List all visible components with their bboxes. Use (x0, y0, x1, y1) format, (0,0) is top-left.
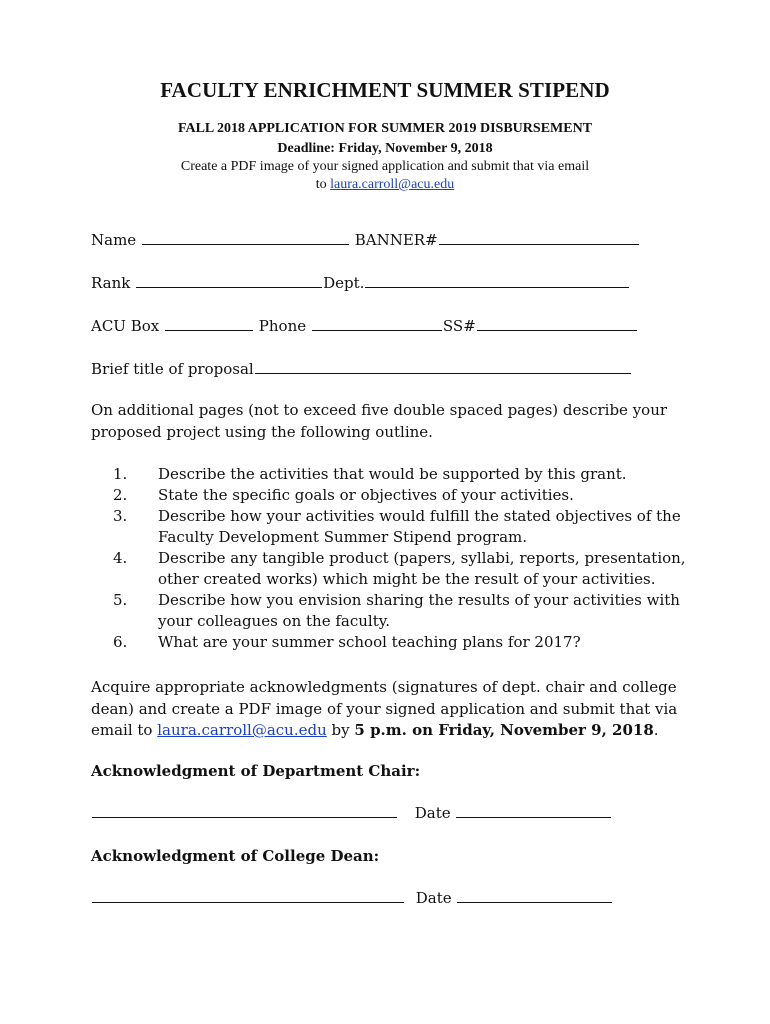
banner-label: BANNER# (354, 231, 438, 249)
closing-by: by (331, 721, 350, 739)
dean-signature-field[interactable] (92, 889, 404, 903)
outline-intro: On additional pages (not to exceed five double spaced pages) describe your proposed project using the following outline. (91, 401, 668, 441)
list-item: 3. Describe how your activities would fulfill the stated objectives of the Faculty Development Summer Stipend program. (113, 507, 681, 546)
closing-period: . (653, 721, 659, 739)
acu-box-field[interactable] (165, 317, 253, 331)
dean-date-label: Date (415, 889, 452, 907)
dept-field[interactable] (365, 274, 629, 288)
ack-dean-heading: Acknowledgment of College Dean: (91, 847, 380, 865)
closing-deadline: 5 p.m. on Friday, November 9, 2018 (354, 721, 654, 739)
outline-list (91, 464, 691, 653)
deadline-heading: Deadline: Friday, November 9, 2018 (277, 141, 493, 156)
dean-date-field[interactable] (457, 889, 612, 903)
banner-field[interactable] (439, 231, 639, 245)
rank-field[interactable] (136, 274, 322, 288)
rank-dept-row (91, 274, 691, 292)
chair-signature-field[interactable] (92, 804, 397, 818)
ack-chair-heading: Acknowledgment of Department Chair: (91, 762, 421, 780)
chair-signature-row (91, 804, 612, 822)
form-title: FACULTY ENRICHMENT SUMMER STIPEND (160, 78, 610, 102)
closing-text: Acquire appropriate acknowledgments (signatures of dept. chair and college dean) and create a PDF image of your signed application and submit that via email to (91, 678, 678, 739)
header-email-link[interactable]: laura.carroll@acu.edu (330, 177, 455, 192)
brief-title-field[interactable] (255, 360, 631, 374)
chair-date-field[interactable] (456, 804, 611, 818)
submission-instruction: Create a PDF image of your signed application and submit that via email (180, 159, 590, 174)
phone-label: Phone (258, 317, 307, 335)
application-period: FALL 2018 APPLICATION FOR SUMMER 2019 DISBURSEMENT (177, 121, 593, 136)
acu-box-label: ACU Box (91, 317, 160, 335)
name-label: Name (91, 231, 137, 249)
closing-email-link[interactable]: laura.carroll@acu.edu (157, 721, 327, 739)
to-prefix: to (315, 177, 327, 192)
name-field[interactable] (142, 231, 349, 245)
rank-label: Rank (91, 274, 131, 292)
name-banner-row (91, 231, 691, 249)
box-phone-ss-row (91, 317, 691, 335)
list-item: 4. Describe any tangible product (papers, syllabi, reports, presentation, other created works) which might be the result of your activities. (113, 549, 686, 588)
phone-field[interactable] (312, 317, 442, 331)
brief-title-row (91, 360, 691, 378)
ss-label: SS# (442, 317, 476, 335)
list-item: 5. Describe how you envision sharing the results of your activities with your colleagues on the faculty. (113, 591, 680, 630)
ss-field[interactable] (477, 317, 637, 331)
chair-date-label: Date (414, 804, 451, 822)
dept-label: Dept. (323, 274, 365, 292)
list-item: 6. What are your summer school teaching plans for 2017? (113, 633, 581, 651)
list-item: 1. Describe the activities that would be supported by this grant. (113, 465, 627, 483)
submission-recipient (0, 177, 770, 193)
dean-signature-row (91, 889, 613, 907)
list-item: 2. State the specific goals or objectives of your activities. (113, 486, 574, 504)
closing-instructions (91, 677, 691, 742)
brief-title-label: Brief title of proposal (91, 360, 254, 378)
